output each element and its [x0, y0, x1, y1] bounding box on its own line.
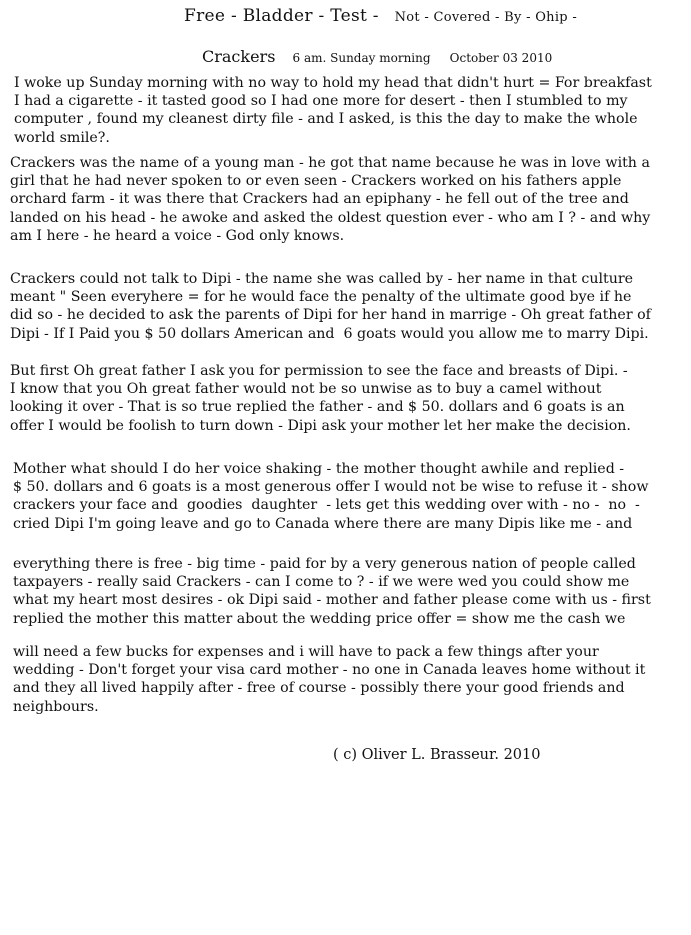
paragraph-1: I woke up Sunday morning with no way to hold my head that didn't hurt = For breakfast I had a cigarette - it tasted good so I had one more for desert - then I stumbled to my computer , found my cleanest dirty file - and I asked, is this the day to make the whole world smile?. — [14, 75, 652, 146]
story-date: October 03 2010 — [449, 51, 553, 65]
story-header — [202, 47, 552, 66]
paragraph-2: Crackers was the name of a young man - he got that name because he was in love with a girl that he had never spoken to or even seen - Crackers worked on his fathers apple orchard farm - it was there that Crackers had an epiphany - he fell out of the tree and landed on his head - he awoke and asked the oldest question ever - who am I ? - and why am I here - he heard a voice - God only knows. — [10, 155, 651, 244]
document-title — [184, 6, 577, 26]
paragraph-3: Crackers could not talk to Dipi - the name she was called by - her name in that culture meant " Seen everyhere = for he would face the penalty of the ultimate good bye if he did so - he decided to ask the parents of Dipi for her hand in marrige - Oh great father of Dipi - If I Paid you $ 50 dollars American and 6 goats would you allow me to marry Dipi. — [10, 271, 651, 342]
story-time: 6 am. Sunday morning — [292, 51, 431, 65]
paragraph-5: Mother what should I do her voice shaking - the mother thought awhile and replied - $ 50. dollars and 6 goats is a most generous offer I would not be wise to refuse it - show crackers your face and goodies daughter - lets get this wedding over with - no - no - cried Dipi I'm going leave and go to Canada where there are many Dipis like me - and — [13, 461, 649, 532]
paragraph-7: will need a few bucks for expenses and i will have to pack a few things after your wedding - Don't forget your visa card mother - no one in Canada leaves home without it and they all lived happily after - free of course - possibly there your good friends and neighbours. — [13, 644, 646, 715]
copyright-signature: ( c) Oliver L. Brasseur. 2010 — [333, 747, 541, 763]
paragraph-4: But first Oh great father I ask you for permission to see the face and breasts of Dipi. - I know that you Oh great father would not be so unwise as to buy a camel without looking it over - That is so true replied the father - and $ 50. dollars and 6 goats is an offer I would be foolish to turn down - Dipi ask your mother let her make the decision. — [10, 363, 631, 434]
story-name: Crackers — [202, 47, 276, 66]
title-main: Free - Bladder - Test - — [184, 6, 379, 26]
title-tag: Not - Covered - By - Ohip - — [394, 10, 578, 25]
paragraph-6: everything there is free - big time - paid for by a very generous nation of people called taxpayers - really said Crackers - can I come to ? - if we were wed you could show me what my heart most desires - ok Dipi said - mother and father please come with us - first replied the mother this matter about the wedding price offer = show me the cash we — [13, 556, 651, 627]
